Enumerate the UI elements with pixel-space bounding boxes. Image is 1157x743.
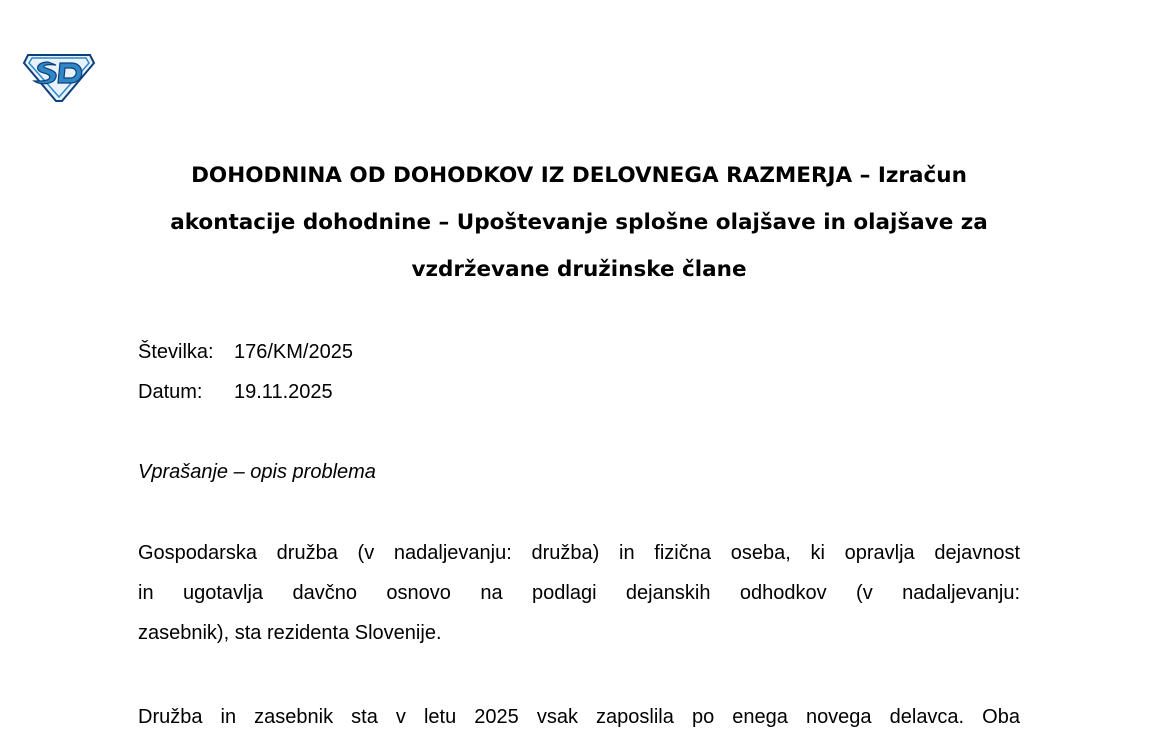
paragraph-line: zasebnik), sta rezidenta Slovenije. bbox=[138, 622, 442, 644]
document-number-label: Številka: bbox=[138, 341, 214, 363]
document-title bbox=[138, 152, 1020, 293]
document-date-label: Datum: bbox=[138, 381, 203, 403]
body-paragraph bbox=[138, 697, 1020, 737]
paragraph-line: Gospodarska družba (v nadaljevanju: družba) in fizična oseba, ki opravlja dejavnost bbox=[138, 542, 1020, 564]
title-line: DOHODNINA OD DOHODKOV IZ DELOVNEGA RAZMERJA – Izračun bbox=[191, 163, 967, 188]
company-logo bbox=[22, 49, 96, 103]
title-line: akontacije dohodnine – Upoštevanje splošne olajšave in olajšave za bbox=[170, 210, 988, 235]
question-heading: Vprašanje – opis problema bbox=[138, 461, 376, 483]
document-date-value: 19.11.2025 bbox=[234, 381, 333, 403]
sd-shield-logo-icon bbox=[22, 49, 96, 103]
title-line: vzdrževane družinske člane bbox=[411, 257, 747, 282]
document-date bbox=[138, 380, 333, 404]
paragraph-line: Družba in zasebnik sta v letu 2025 vsak zaposlila po enega novega delavca. Oba bbox=[138, 706, 1020, 728]
document-number bbox=[138, 340, 353, 364]
document-number-value: 176/KM/2025 bbox=[234, 341, 353, 363]
paragraph-line: in ugotavlja davčno osnovo na podlagi dejanskih odhodkov (v nadaljevanju: bbox=[138, 582, 1020, 604]
body-paragraph bbox=[138, 533, 1020, 653]
